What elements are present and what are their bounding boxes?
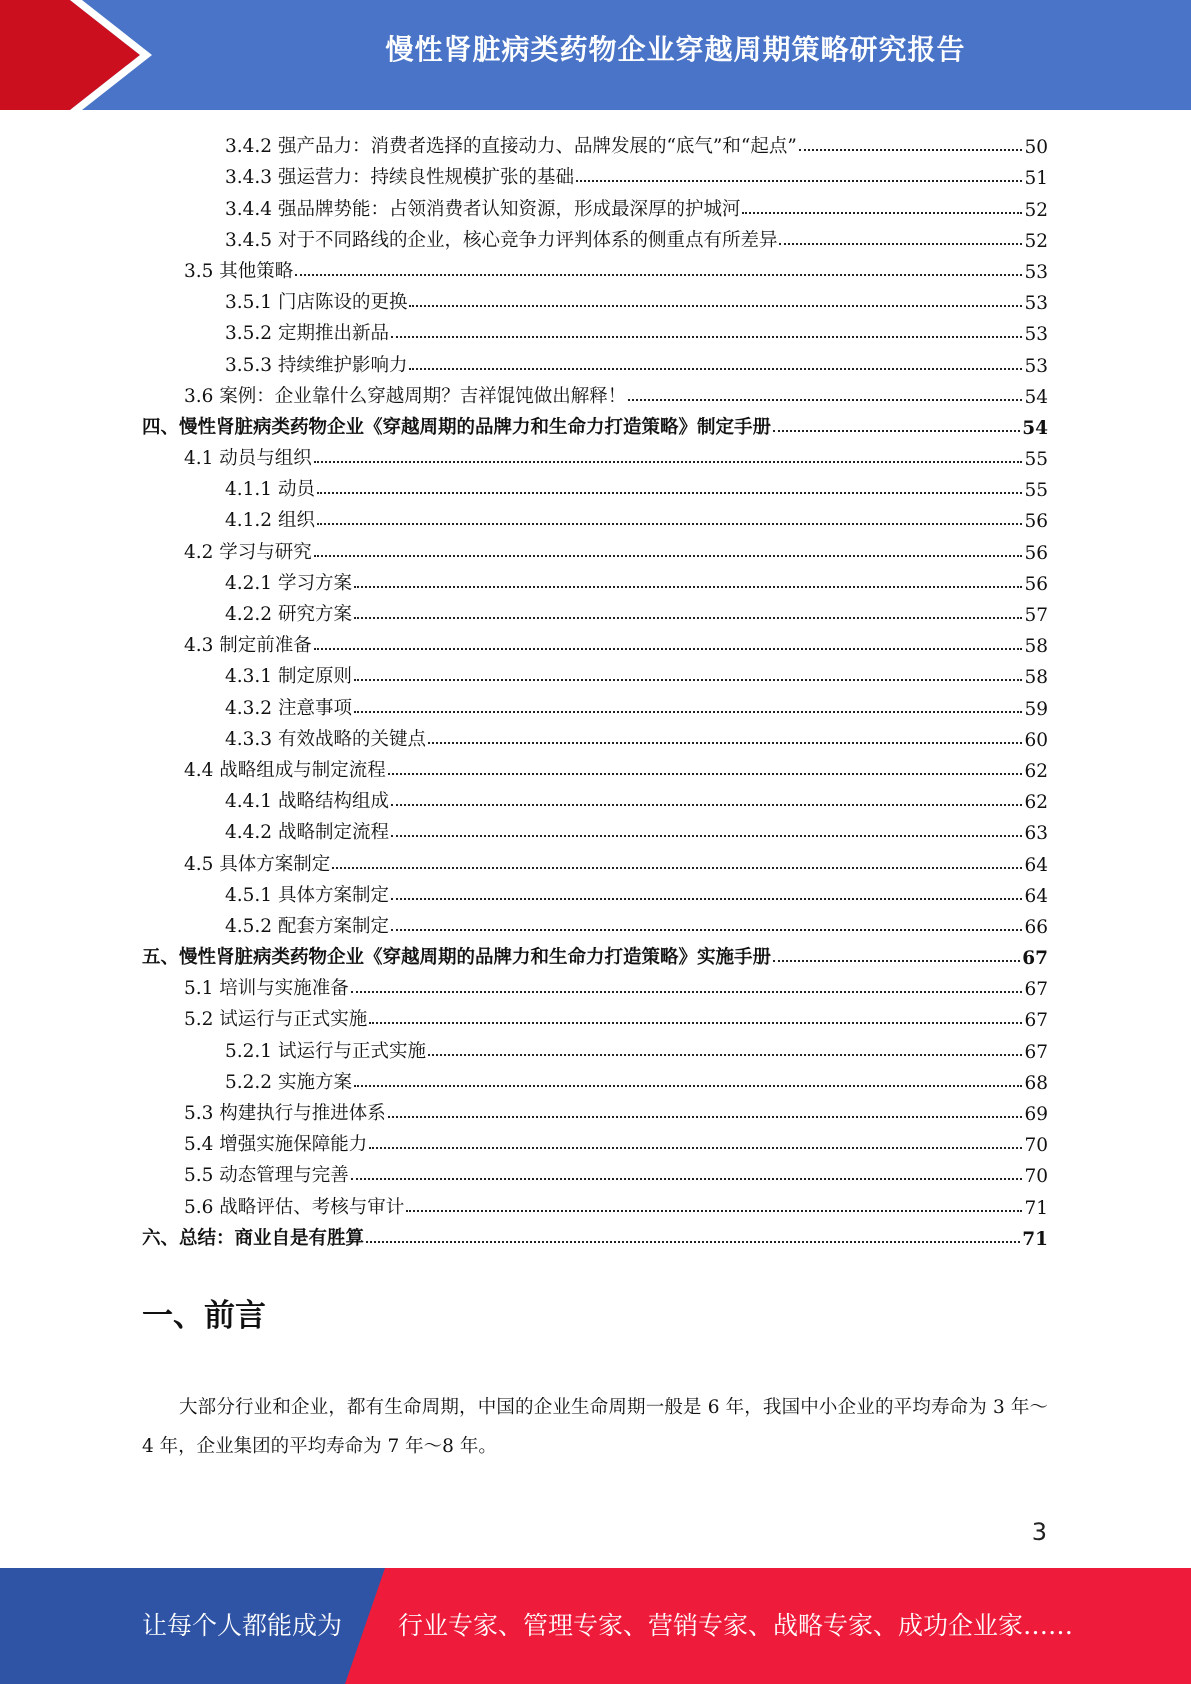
toc-dot-leader xyxy=(314,460,1023,463)
toc-dot-leader xyxy=(391,834,1022,837)
toc-dot-leader xyxy=(773,959,1020,962)
page-number: 3 xyxy=(1031,1518,1047,1546)
toc-dot-leader xyxy=(366,1240,1020,1243)
toc-entry[interactable] xyxy=(142,127,1048,158)
toc-entry-label: 3.6 案例：企业靠什么穿越周期？吉祥馄饨做出解释！ xyxy=(184,385,627,407)
toc-entry-label: 3.4.2 强产品力：消费者选择的直接动力、品牌发展的“底气”和“起点” xyxy=(225,136,797,158)
toc-dot-leader xyxy=(351,990,1023,993)
toc-entry-page: 66 xyxy=(1024,916,1048,938)
toc-entry-page: 53 xyxy=(1024,324,1048,346)
toc-entry-page: 50 xyxy=(1024,137,1048,159)
toc-entry[interactable] xyxy=(142,657,1048,688)
toc-entry[interactable] xyxy=(142,688,1048,719)
toc-dot-leader xyxy=(354,585,1023,588)
toc-dot-leader xyxy=(369,1021,1022,1024)
header-chevron-decoration xyxy=(0,0,160,110)
toc-entry-page: 70 xyxy=(1024,1166,1048,1188)
toc-entry-label: 4.4.2 战略制定流程 xyxy=(225,822,389,844)
toc-entry-label: 4.3.2 注意事项 xyxy=(225,697,352,719)
toc-entry-page: 62 xyxy=(1024,792,1048,814)
toc-dot-leader xyxy=(351,1177,1023,1180)
toc-entry-page: 58 xyxy=(1024,636,1048,658)
toc-entry[interactable] xyxy=(142,1156,1048,1187)
toc-entry-label: 5.1 培训与实施准备 xyxy=(184,978,349,1000)
toc-entry[interactable] xyxy=(142,720,1048,751)
toc-entry-page: 56 xyxy=(1024,573,1048,595)
toc-entry-label: 四、慢性肾脏病类药物企业《穿越周期的品牌力和生命力打造策略》制定手册 xyxy=(142,416,772,438)
toc-entry[interactable] xyxy=(142,283,1048,314)
toc-entry-label: 3.5 其他策略 xyxy=(184,260,294,282)
table-of-contents xyxy=(142,127,1048,1250)
toc-entry-label: 4.3.3 有效战略的关键点 xyxy=(225,728,426,750)
toc-entry-label: 4.1.2 组织 xyxy=(225,510,315,532)
toc-entry-label: 4.4 战略组成与制定流程 xyxy=(184,759,386,781)
footer-slogan-right: 行业专家、管理专家、营销专家、战略专家、成功企业家…… xyxy=(398,1611,1074,1640)
toc-dot-leader xyxy=(742,211,1022,214)
toc-dot-leader xyxy=(369,1146,1022,1149)
toc-entry-page: 67 xyxy=(1022,948,1048,970)
page-header xyxy=(0,0,1191,110)
toc-entry[interactable] xyxy=(142,345,1048,376)
toc-entry[interactable] xyxy=(142,439,1048,470)
toc-entry[interactable] xyxy=(142,501,1048,532)
toc-entry-label: 4.2.2 研究方案 xyxy=(225,604,352,625)
toc-entry-label: 3.4.4 强品牌势能：占领消费者认知资源，形成最深厚的护城河 xyxy=(225,198,741,220)
toc-entry-label: 4.5 具体方案制定 xyxy=(184,853,331,875)
toc-entry-label: 4.5.1 具体方案制定 xyxy=(225,884,389,906)
toc-entry-page: 52 xyxy=(1024,199,1048,221)
toc-entry-page: 67 xyxy=(1024,1010,1048,1032)
toc-entry[interactable] xyxy=(142,782,1048,813)
toc-dot-leader xyxy=(388,772,1023,775)
toc-entry[interactable] xyxy=(142,221,1048,252)
toc-dot-leader xyxy=(354,678,1023,681)
toc-entry-page: 56 xyxy=(1024,542,1048,564)
toc-entry-label: 5.2.1 试运行与正式实施 xyxy=(225,1040,426,1062)
toc-entry-label: 3.5.1 门店陈设的更换 xyxy=(225,292,408,314)
toc-dot-leader xyxy=(406,1209,1022,1212)
toc-dot-leader xyxy=(391,335,1022,338)
toc-dot-leader xyxy=(391,803,1022,806)
toc-entry-page: 71 xyxy=(1024,1197,1048,1219)
toc-entry-label: 4.4.1 战略结构组成 xyxy=(225,791,389,813)
toc-entry-page: 53 xyxy=(1024,293,1048,315)
toc-entry-page: 69 xyxy=(1024,1104,1048,1125)
toc-dot-leader xyxy=(354,710,1023,713)
toc-dot-leader xyxy=(428,741,1022,744)
toc-entry-label: 5.2.2 实施方案 xyxy=(225,1071,352,1093)
toc-entry[interactable] xyxy=(142,1063,1048,1094)
toc-entry[interactable] xyxy=(142,408,1048,439)
toc-entry[interactable] xyxy=(142,813,1048,844)
toc-dot-leader xyxy=(409,367,1022,370)
toc-entry-page: 55 xyxy=(1024,480,1048,502)
toc-entry[interactable] xyxy=(142,470,1048,501)
toc-entry-label: 3.5.3 持续维护影响力 xyxy=(225,354,408,376)
toc-entry-label: 五、慢性肾脏病类药物企业《穿越周期的品牌力和生命力打造策略》实施手册 xyxy=(142,947,772,969)
toc-entry-label: 4.2.1 学习方案 xyxy=(225,572,352,594)
toc-entry[interactable] xyxy=(142,1187,1048,1218)
toc-entry-label: 4.1.1 动员 xyxy=(225,479,315,501)
toc-entry-page: 64 xyxy=(1024,885,1048,907)
toc-entry[interactable] xyxy=(142,969,1048,1000)
toc-entry-label: 4.2 学习与研究 xyxy=(184,541,312,563)
toc-entry-page: 60 xyxy=(1024,729,1048,751)
toc-entry[interactable] xyxy=(142,377,1048,408)
toc-entry[interactable] xyxy=(142,626,1048,657)
toc-dot-leader xyxy=(388,1115,1023,1118)
section-heading: 一、前言 xyxy=(142,1298,266,1334)
toc-entry[interactable] xyxy=(142,314,1048,345)
toc-dot-leader xyxy=(332,866,1022,869)
toc-entry-label: 5.2 试运行与正式实施 xyxy=(184,1009,368,1031)
toc-dot-leader xyxy=(295,273,1022,276)
toc-entry[interactable] xyxy=(142,1031,1048,1062)
section-paragraph: 大部分行业和企业，都有生命周期，中国的企业生命周期一般是 6 年，我国中小企业的平均寿命为 3 年～4 年，企业集团的平均寿命为 7 年～8 年。 xyxy=(142,1397,1048,1457)
toc-dot-leader xyxy=(779,242,1022,245)
toc-entry[interactable] xyxy=(142,189,1048,220)
toc-entry-label: 5.6 战略评估、考核与审计 xyxy=(184,1196,405,1218)
toc-entry-page: 71 xyxy=(1022,1228,1048,1250)
toc-entry[interactable] xyxy=(142,1125,1048,1156)
toc-dot-leader xyxy=(317,522,1023,525)
toc-entry-label: 4.3.1 制定原则 xyxy=(225,666,352,688)
toc-entry-page: 67 xyxy=(1024,979,1048,1001)
toc-entry[interactable] xyxy=(142,1000,1048,1031)
toc-dot-leader xyxy=(391,897,1022,900)
toc-entry[interactable] xyxy=(142,1094,1048,1125)
toc-entry[interactable] xyxy=(142,751,1048,782)
toc-entry-label: 4.3 制定前准备 xyxy=(184,635,312,657)
toc-entry-page: 55 xyxy=(1024,449,1048,471)
toc-entry-page: 57 xyxy=(1024,605,1048,626)
toc-entry[interactable] xyxy=(142,1219,1048,1250)
toc-entry-label: 5.4 增强实施保障能力 xyxy=(184,1134,368,1156)
toc-entry-page: 68 xyxy=(1024,1072,1048,1094)
toc-entry[interactable] xyxy=(142,938,1048,969)
toc-dot-leader xyxy=(314,554,1023,557)
toc-dot-leader xyxy=(354,616,1023,619)
toc-entry-page: 67 xyxy=(1024,1041,1048,1063)
toc-entry-page: 70 xyxy=(1024,1135,1048,1157)
toc-entry-page: 62 xyxy=(1024,760,1048,782)
toc-dot-leader xyxy=(428,1053,1022,1056)
toc-entry[interactable] xyxy=(142,595,1048,626)
toc-dot-leader xyxy=(354,1084,1023,1087)
toc-entry[interactable] xyxy=(142,252,1048,283)
toc-dot-leader xyxy=(314,647,1023,650)
toc-entry-page: 54 xyxy=(1024,386,1048,408)
toc-entry-page: 58 xyxy=(1024,667,1048,689)
toc-entry-label: 4.5.2 配套方案制定 xyxy=(225,915,389,937)
toc-entry-page: 53 xyxy=(1024,261,1048,283)
toc-entry-page: 53 xyxy=(1024,355,1048,377)
toc-dot-leader xyxy=(391,928,1022,931)
toc-entry-page: 52 xyxy=(1024,230,1048,252)
toc-entry-page: 56 xyxy=(1024,511,1048,533)
toc-entry[interactable] xyxy=(142,158,1048,189)
document-title: 慢性肾脏病类药物企业穿越周期策略研究报告 xyxy=(385,33,966,66)
toc-entry-page: 54 xyxy=(1022,417,1048,439)
toc-entry[interactable] xyxy=(142,844,1048,875)
toc-entry-page: 59 xyxy=(1024,698,1048,720)
toc-entry[interactable] xyxy=(142,907,1048,938)
toc-dot-leader xyxy=(409,304,1022,307)
page-footer xyxy=(0,1568,1191,1684)
toc-entry-page: 63 xyxy=(1024,823,1048,845)
toc-entry-page: 51 xyxy=(1024,168,1048,190)
toc-entry-page: 64 xyxy=(1024,854,1048,876)
toc-entry[interactable] xyxy=(142,876,1048,907)
toc-dot-leader xyxy=(317,491,1023,494)
toc-entry-label: 3.4.5 对于不同路线的企业，核心竞争力评判体系的侧重点有所差异 xyxy=(225,229,778,251)
toc-entry-label: 5.3 构建执行与推进体系 xyxy=(184,1103,386,1124)
toc-dot-leader xyxy=(799,148,1023,151)
toc-entry-label: 3.5.2 定期推出新品 xyxy=(225,323,389,345)
toc-dot-leader xyxy=(576,179,1022,182)
toc-entry-label: 5.5 动态管理与完善 xyxy=(184,1165,349,1187)
toc-dot-leader xyxy=(628,398,1022,401)
toc-entry[interactable] xyxy=(142,532,1048,563)
toc-entry-label: 3.4.3 强运营力：持续良性规模扩张的基础 xyxy=(225,167,574,189)
toc-entry-label: 六、总结：商业自是有胜算 xyxy=(142,1227,365,1249)
footer-slogan-left: 让每个人都能成为 xyxy=(142,1611,343,1640)
toc-entry[interactable] xyxy=(142,564,1048,595)
toc-entry-label: 4.1 动员与组织 xyxy=(184,448,312,470)
toc-dot-leader xyxy=(773,429,1020,432)
